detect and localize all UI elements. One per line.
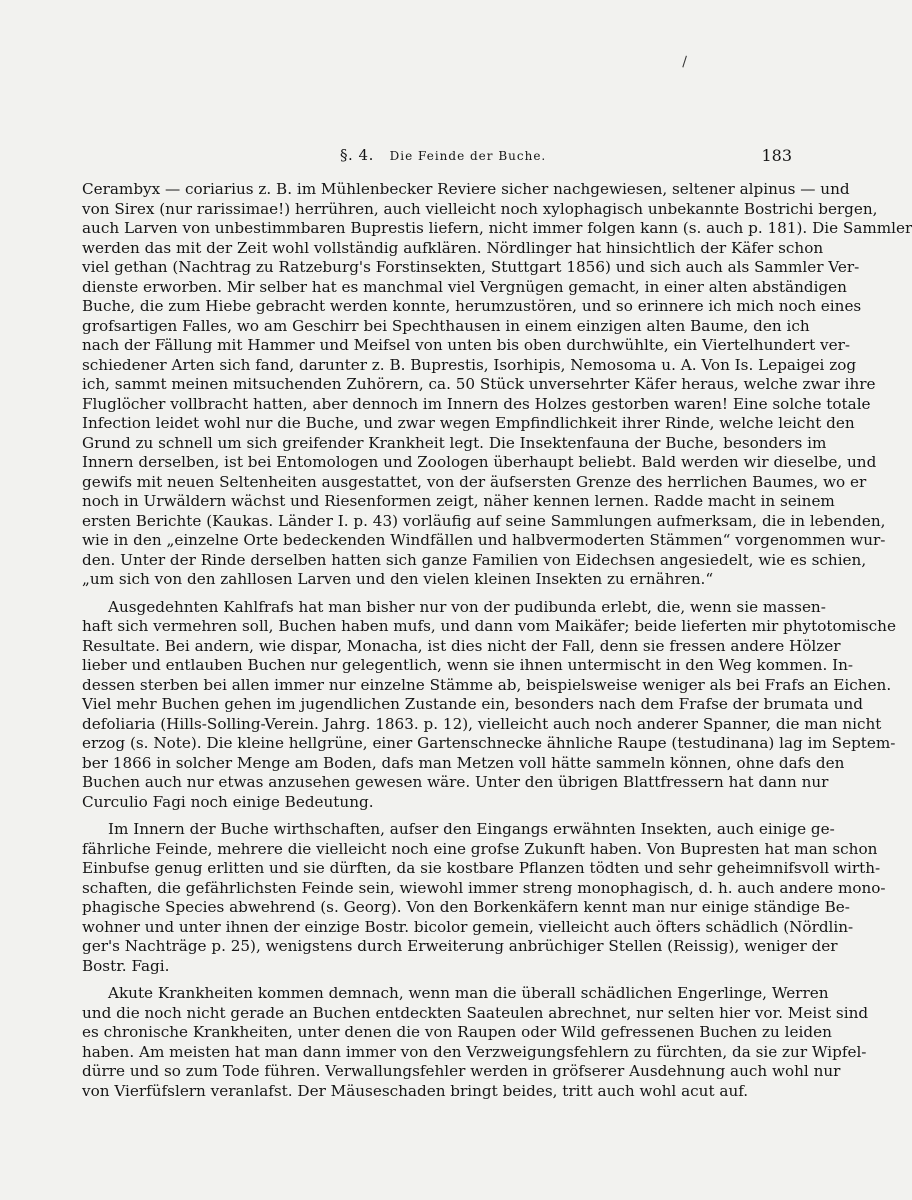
page-header: [82, 146, 792, 170]
text-line: schiedener Arten sich fand, darunter z. B. Buprestis, Isorhipis, Nemosoma u. A. Von Is. Lepaigei zog: [82, 355, 857, 374]
chapter-title: Die Feinde der Buche.: [389, 149, 547, 163]
text-line: phagische Species abwehrend (s. Georg). Von den Borkenkäfern kennt man nur einige ständige Be-: [82, 898, 850, 916]
text-line: es chronische Krankheiten, unter denen die von Raupen oder Wild gefressenen Buchen zu leiden: [82, 1023, 832, 1041]
text-line: Bostr. Fagi.: [82, 956, 170, 975]
text-line: dürre und so zum Tode führen. Verwallungsfehler werden in gröfserer Ausdehnung auch wohl nur: [82, 1062, 841, 1080]
text-line: werden das mit der Zeit wohl vollständig aufklären. Nördlinger hat hinsichtlich der Käfer schon: [82, 238, 824, 257]
text-line: dienste erworben. Mir selber hat es manchmal viel Vergnügen gemacht, in einer alten abständigen: [82, 277, 847, 296]
text-line: viel gethan (Nachtrag zu Ratzeburg's Forstinsekten, Stuttgart 1856) und sich auch als Sammler Ver-: [82, 258, 860, 276]
paragraph: [82, 180, 912, 590]
text-line: Resultate. Bei andern, wie dispar, Monacha, ist dies nicht der Fall, denn sie fressen andere Hölzer: [82, 636, 841, 655]
text-line: ber 1866 in solcher Menge am Boden, dafs man Metzen voll hätte sammeln können, ohne dafs den: [82, 753, 845, 772]
text-line: defoliaria (Hills-Solling-Verein. Jahrg. 1863. p. 12), vielleicht auch noch anderer Spanner, die man nicht: [82, 714, 882, 733]
text-line: Curculio Fagi noch einige Bedeutung.: [82, 792, 374, 811]
text-line: ger's Nachträge p. 25), wenigstens durch Erweiterung anbrüchiger Stellen (Reissig), weniger der: [82, 937, 838, 955]
text-line: ich, sammt meinen mitsuchenden Zuhörern, ca. 50 Stück unversehrter Käfer heraus, welche zwar ihre: [82, 375, 876, 393]
text-line: Cerambyx — coriarius z. B. im Mühlenbecker Reviere sicher nachgewiesen, seltener alpinus — und: [82, 180, 850, 198]
body-text: [82, 180, 912, 1109]
text-line: Einbufse genug erlitten und sie dürften, da sie kostbare Pflanzen tödten und sehr geheimnifsvoll wirth-: [82, 859, 881, 877]
text-line: grofsartigen Falles, wo am Geschirr bei Spechthausen in einem einzigen alten Baume, den ich: [82, 316, 810, 335]
text-line: Viel mehr Buchen gehen im jugendlichen Zustande ein, besonders nach dem Frafse der brumata und: [82, 695, 863, 713]
text-line: schaften, die gefährlichsten Feinde sein, wiewohl immer streng monophagisch, d. h. auch andere mono-: [82, 878, 886, 897]
text-line: Fluglöcher vollbracht hatten, aber dennoch im Innern des Holzes gestorben waren! Eine solche totale: [82, 394, 871, 413]
section-number: §. 4.: [340, 146, 374, 164]
text-line: fährliche Feinde, mehrere die vielleicht noch eine grofse Zukunft haben. Von Bupresten hat man schon: [82, 839, 878, 858]
running-head: [340, 146, 546, 164]
text-line: von Vierfüfslern veranlafst. Der Mäuseschaden bringt beides, tritt auch wohl acut auf.: [82, 1081, 749, 1100]
text-line: und die noch nicht gerade an Buchen entdeckten Saateulen abrechnet, nur selten hier vor. Meist sind: [82, 1003, 869, 1022]
paragraph: [82, 820, 886, 976]
text-line: dessen sterben bei allen immer nur einzelne Stämme ab, beispielsweise weniger als bei Frafs an Eichen.: [82, 675, 892, 694]
ink-mark: \: [677, 54, 691, 70]
text-line: wie in den „einzelne Orte bedeckenden Windfällen und halbvermoderten Stämmen“ vorgenommen wur-: [82, 531, 886, 549]
text-line: Infection leidet wohl nur die Buche, und zwar wegen Empfindlichkeit ihrer Rinde, welche leicht den: [82, 414, 855, 432]
text-line: Buchen auch nur etwas anzusehen gewesen wäre. Unter den übrigen Blattfressern hat dann nur: [82, 773, 829, 791]
text-line: ersten Berichte (Kaukas. Länder I. p. 43) vorläufig auf seine Sammlungen aufmerksam, die in lebenden,: [82, 511, 886, 530]
text-line: Innern derselben, ist bei Entomologen und Zoologen überhaupt beliebt. Bald werden wir dieselbe, und: [82, 453, 877, 471]
text-line: noch in Urwäldern wächst und Riesenformen zeigt, näher kennen lernen. Radde macht in seinem: [82, 492, 835, 510]
page-number: 183: [761, 146, 792, 165]
text-line: lieber und entlauben Buchen nur gelegentlich, wenn sie ihnen untermischt in den Weg kommen. In-: [82, 656, 854, 674]
paragraph: [82, 984, 869, 1101]
text-line: haft sich vermehren soll, Buchen haben mufs, und dann vom Maikäfer; beide lieferten mir phytotomische: [82, 617, 896, 635]
text-line: gewifs mit neuen Seltenheiten ausgestattet, von der äufsersten Grenze des herrlichen Baumes, wo er: [82, 472, 867, 491]
text-line: von Sirex (nur rarissimae!) herrühren, auch vielleicht noch xylophagisch unbekannte Bostrichi bergen,: [82, 199, 878, 218]
text-line: Grund zu schnell um sich greifender Krankheit legt. Die Insektenfauna der Buche, besonders im: [82, 433, 827, 452]
text-line: Buche, die zum Hiebe gebracht werden konnte, herumzustören, und so erinnere ich mich noch eines: [82, 297, 862, 315]
text-line: den. Unter der Rinde derselben hatten sich ganze Familien von Eidechsen angesiedelt, wie es schien,: [82, 550, 867, 569]
text-line: wohner und unter ihnen der einzige Bostr. bicolor gemein, vielleicht auch öfters schädlich (Nördlin-: [82, 917, 854, 936]
text-line: Ausgedehnten Kahlfrafs hat man bisher nur von der pudibunda erlebt, die, wenn sie massen-: [108, 597, 826, 616]
text-line: Im Innern der Buche wirthschaften, aufser den Eingangs erwähnten Insekten, auch einige ge-: [108, 820, 835, 838]
text-line: Akute Krankheiten kommen demnach, wenn man die überall schädlichen Engerlinge, Werren: [108, 984, 829, 1002]
text-line: erzog (s. Note). Die kleine hellgrüne, einer Gartenschnecke ähnliche Raupe (testudinana) lag im Septem-: [82, 734, 896, 752]
text-line: haben. Am meisten hat man dann immer von den Verzweigungsfehlern zu fürchten, da sie zur Wipfel-: [82, 1042, 867, 1061]
paragraph: [82, 597, 896, 813]
text-line: „um sich von den zahllosen Larven und den vielen kleinen Insekten zu ernähren.“: [82, 570, 714, 588]
text-line: auch Larven von unbestimmbaren Buprestis liefern, nicht immer folgen kann (s. auch p. 181). Die Sammler: [82, 219, 912, 237]
text-line: nach der Fällung mit Hammer und Meifsel von unten bis oben durchwühlte, ein Viertelhundert ver-: [82, 336, 850, 354]
